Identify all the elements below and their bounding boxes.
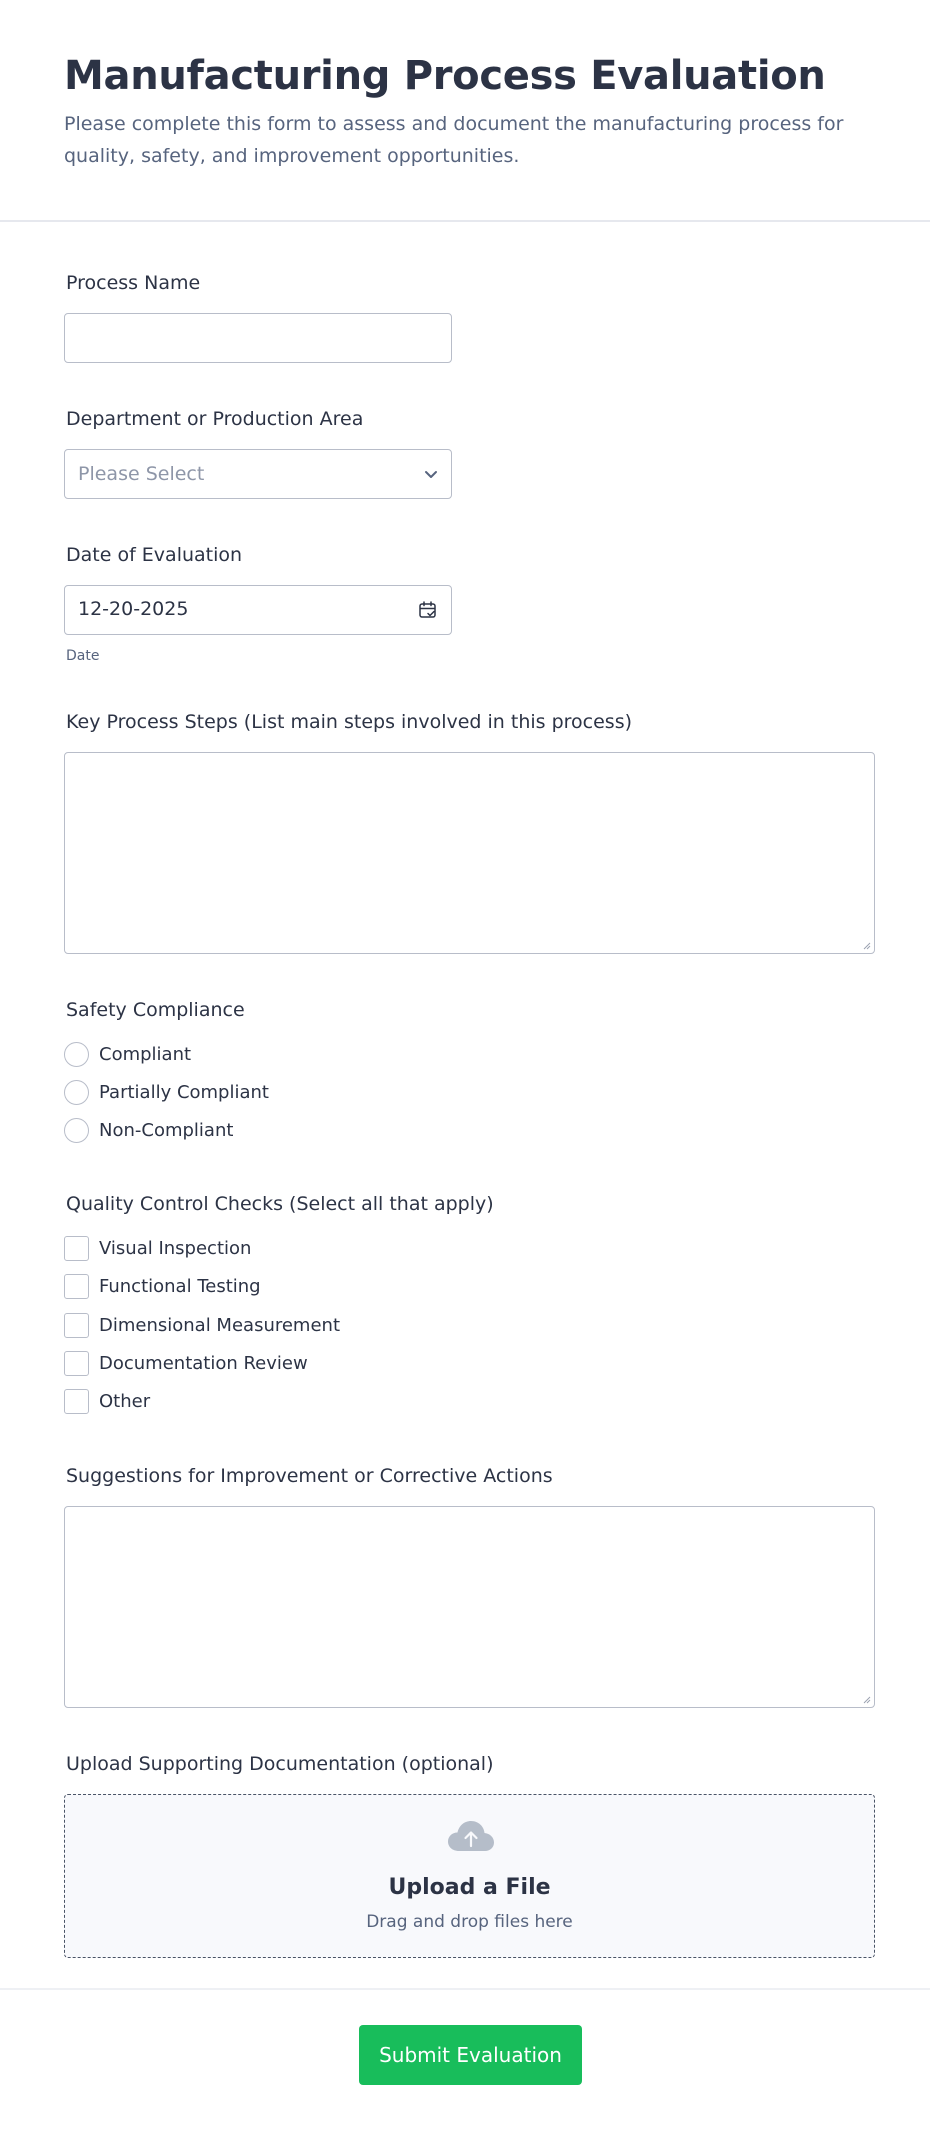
quality-label: Quality Control Checks (Select all that apply)	[66, 1193, 494, 1215]
department-placeholder: Please Select	[78, 463, 205, 485]
file-upload-dropzone[interactable]	[64, 1794, 875, 1958]
submit-button[interactable]: Submit Evaluation	[359, 2025, 582, 2085]
process-name-input[interactable]	[64, 313, 452, 363]
upload-subtitle: Drag and drop files here	[366, 1912, 573, 1932]
option-label: Non-Compliant	[99, 1119, 234, 1141]
safety-label: Safety Compliance	[66, 999, 245, 1021]
form-description: Please complete this form to assess and document the manufacturing process for quality, safety, and improvement opportunities.	[64, 113, 844, 167]
cloud-upload-icon	[447, 1819, 495, 1853]
option-label: Partially Compliant	[99, 1081, 269, 1103]
date-value: 12-20-2025	[78, 598, 189, 620]
option-label: Visual Inspection	[99, 1237, 252, 1259]
option-label: Other	[99, 1390, 151, 1412]
department-label: Department or Production Area	[66, 408, 364, 430]
option-label: Documentation Review	[99, 1352, 308, 1374]
calendar-icon[interactable]	[418, 600, 438, 620]
radio-button[interactable]	[64, 1080, 89, 1105]
radio-button[interactable]	[64, 1042, 89, 1067]
upload-title: Upload a File	[388, 1875, 551, 1900]
chevron-down-icon	[423, 466, 439, 482]
footer-divider	[0, 1988, 930, 1990]
option-label: Compliant	[99, 1043, 192, 1065]
safety-option-partially-compliant[interactable]	[64, 1079, 269, 1105]
resize-grip-icon[interactable]	[861, 940, 871, 950]
radio-button[interactable]	[64, 1118, 89, 1143]
suggestions-label: Suggestions for Improvement or Corrective Actions	[66, 1465, 553, 1487]
checkbox[interactable]	[64, 1313, 89, 1338]
key-steps-label: Key Process Steps (List main steps involved in this process)	[66, 711, 633, 733]
resize-grip-icon[interactable]	[861, 1694, 871, 1704]
quality-option-dimensional-measurement[interactable]	[64, 1312, 340, 1338]
safety-option-compliant[interactable]	[64, 1041, 191, 1067]
form-title: Manufacturing Process Evaluation	[64, 53, 826, 99]
department-select[interactable]	[64, 449, 452, 499]
process-name-label: Process Name	[66, 272, 201, 294]
checkbox[interactable]	[64, 1351, 89, 1376]
quality-option-functional-testing[interactable]	[64, 1273, 261, 1299]
key-steps-textarea[interactable]	[64, 752, 875, 954]
safety-option-non-compliant[interactable]	[64, 1117, 233, 1143]
quality-option-other[interactable]	[64, 1388, 150, 1414]
form-header	[0, 0, 930, 222]
quality-option-visual-inspection[interactable]	[64, 1235, 251, 1261]
date-input[interactable]	[64, 585, 452, 635]
option-label: Functional Testing	[99, 1275, 261, 1297]
checkbox[interactable]	[64, 1274, 89, 1299]
upload-label: Upload Supporting Documentation (optional)	[66, 1753, 494, 1775]
suggestions-textarea[interactable]	[64, 1506, 875, 1708]
checkbox[interactable]	[64, 1389, 89, 1414]
option-label: Dimensional Measurement	[99, 1314, 341, 1336]
date-label: Date of Evaluation	[66, 544, 243, 566]
quality-option-documentation-review[interactable]	[64, 1350, 308, 1376]
date-sublabel: Date	[66, 648, 100, 664]
checkbox[interactable]	[64, 1236, 89, 1261]
